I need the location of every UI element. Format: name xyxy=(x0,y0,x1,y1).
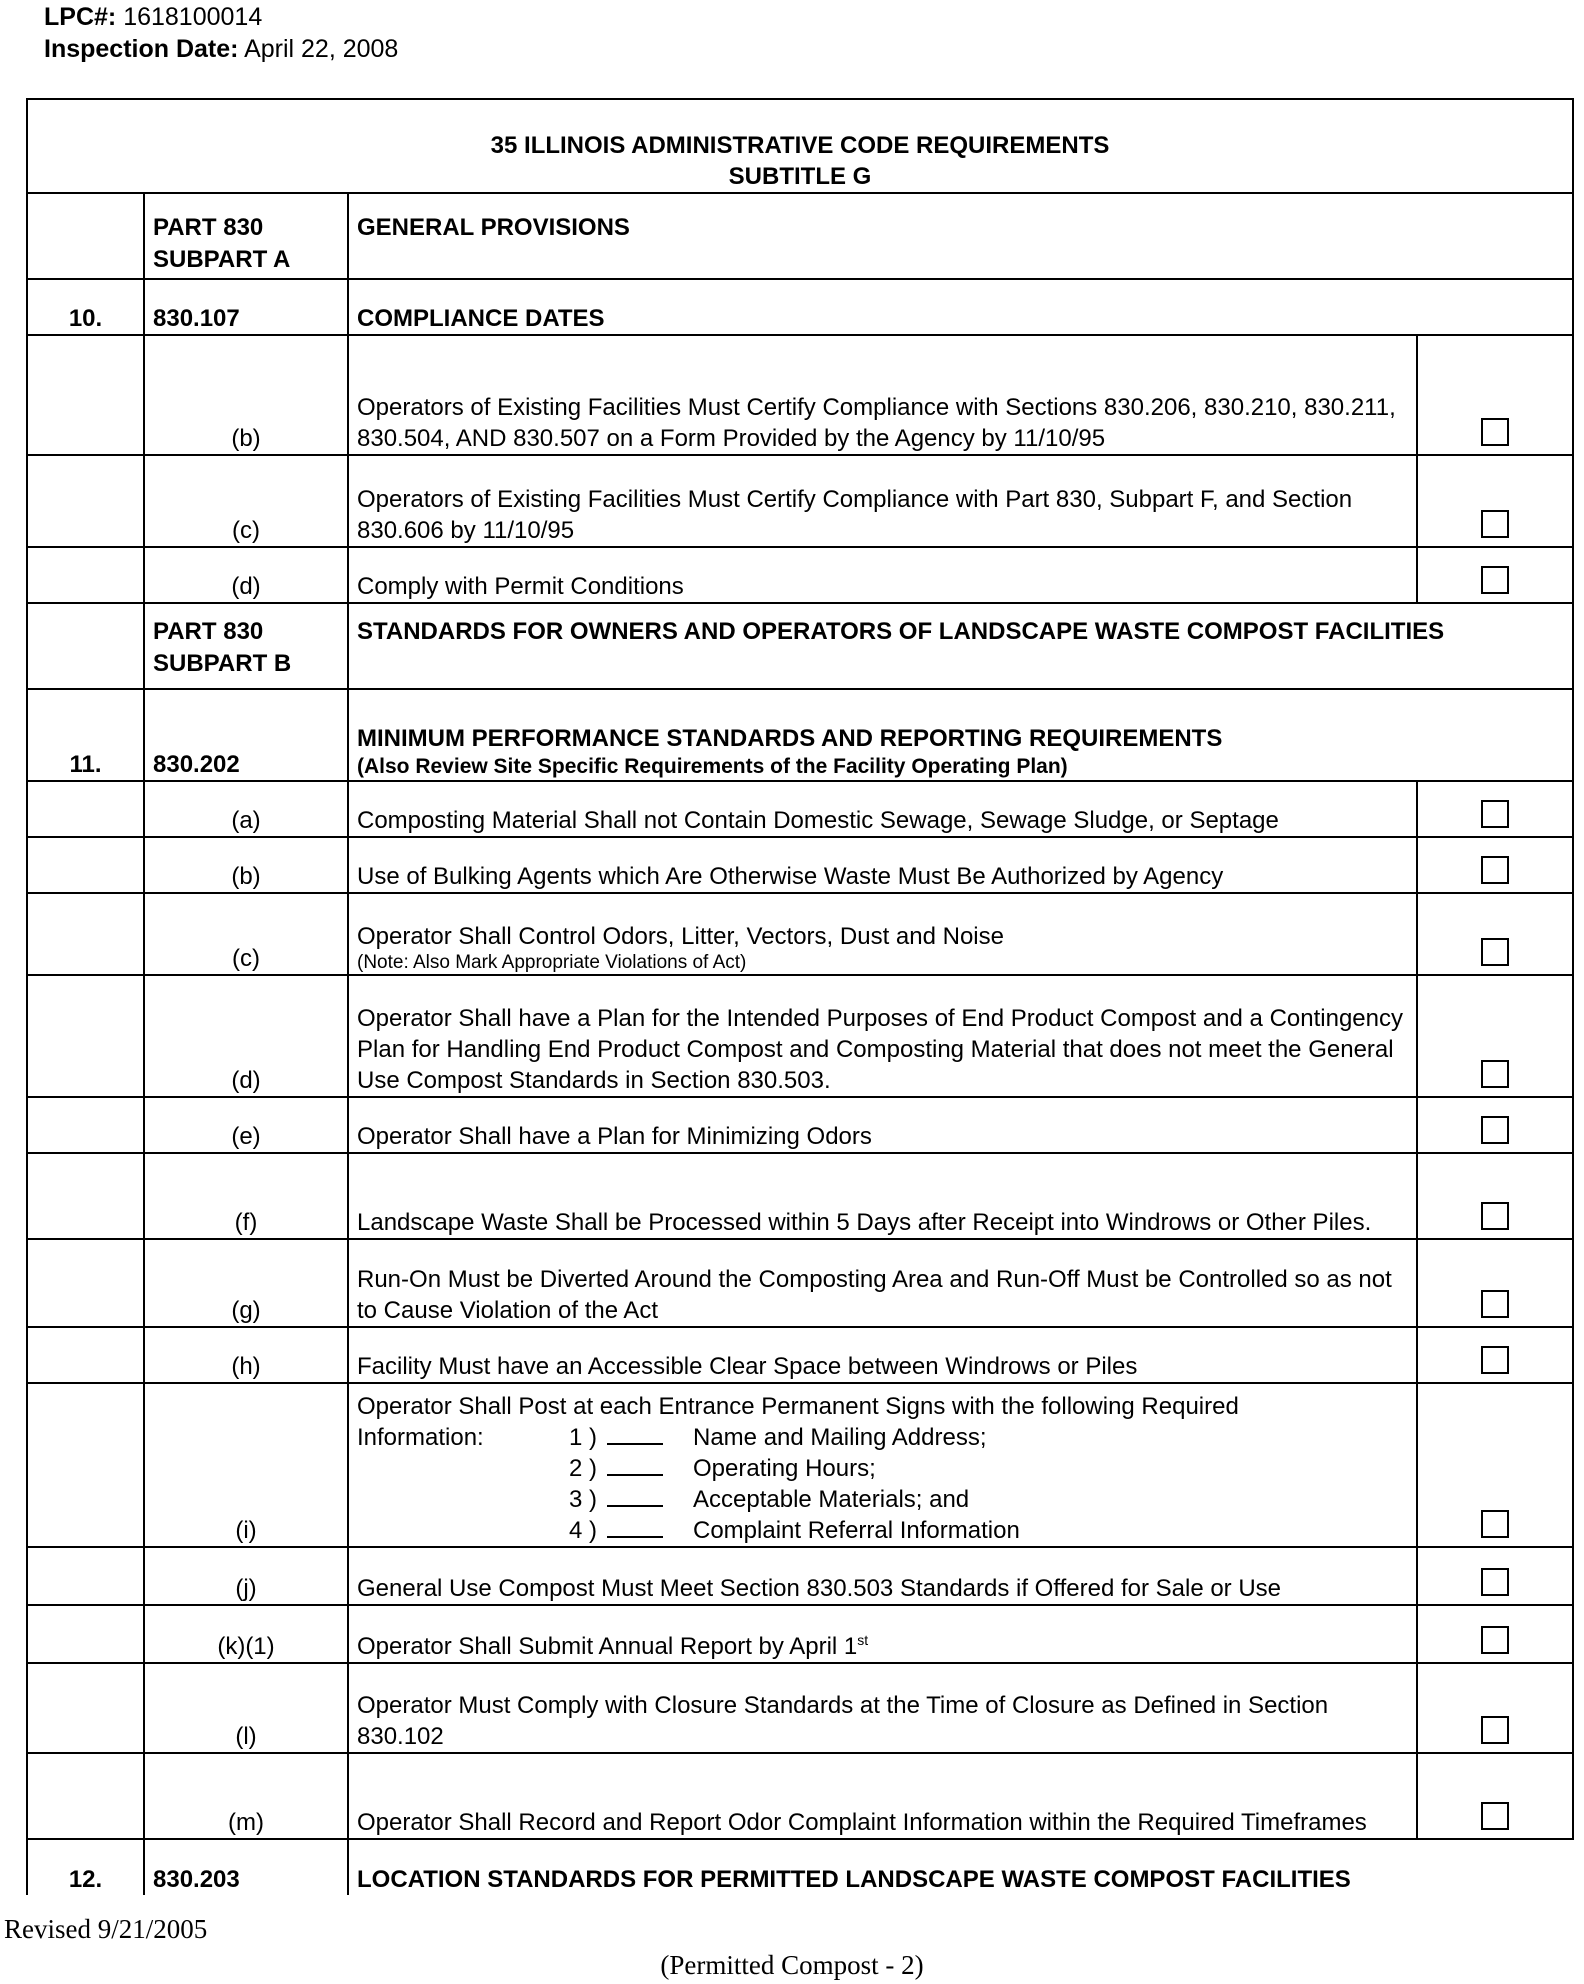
sign-blank[interactable] xyxy=(607,1485,663,1507)
item-label: (g) xyxy=(144,1239,348,1327)
item-label: (d) xyxy=(144,975,348,1097)
item-label: (f) xyxy=(144,1153,348,1239)
table-row xyxy=(27,1605,1573,1663)
form-title-line2: SUBTITLE G xyxy=(728,163,872,190)
sign-blank[interactable] xyxy=(607,1423,663,1445)
section-12-number: 12. xyxy=(27,1839,144,1895)
lpc-value: 1618100014 xyxy=(123,3,263,31)
item-label: (m) xyxy=(144,1753,348,1839)
title-row xyxy=(27,99,1573,193)
sign-blank[interactable] xyxy=(607,1516,663,1538)
part-a-subpart: SUBPART A xyxy=(153,246,291,273)
section-12-row xyxy=(27,1839,1573,1895)
compliance-checkbox[interactable] xyxy=(1481,856,1509,884)
sign-requirements xyxy=(357,1422,1408,1546)
sign-number: 2 ) xyxy=(568,1455,597,1482)
form-title-line1: 35 ILLINOIS ADMINISTRATIVE CODE REQUIREMENTS xyxy=(490,132,1110,159)
item-label: (b) xyxy=(144,837,348,893)
compliance-checkbox[interactable] xyxy=(1481,1060,1509,1088)
compliance-checkbox[interactable] xyxy=(1481,1626,1509,1654)
item-text: Run-On Must be Diverted Around the Composting Area and Run-Off Must be Controlled so as not to Cause Violation of the Act xyxy=(348,1239,1417,1327)
compliance-checkbox[interactable] xyxy=(1481,800,1509,828)
item-main-text: Operator Shall Submit Annual Report by April 1 xyxy=(357,1633,858,1660)
item-label: (d) xyxy=(144,547,348,603)
table-row xyxy=(27,975,1573,1097)
checkbox-cell xyxy=(1417,837,1573,893)
inspection-date xyxy=(44,34,398,64)
item-label: (e) xyxy=(144,1097,348,1153)
checkbox-cell xyxy=(1417,1327,1573,1383)
checkbox-cell xyxy=(1417,1239,1573,1327)
part-a-code xyxy=(144,193,348,279)
checkbox-cell xyxy=(1417,547,1573,603)
sign-text: Acceptable Materials; and xyxy=(693,1486,970,1513)
table-row xyxy=(27,547,1573,603)
table-row xyxy=(27,1663,1573,1753)
table-row xyxy=(27,335,1573,455)
item-text: General Use Compost Must Meet Section 830.503 Standards if Offered for Sale or Use xyxy=(348,1547,1417,1605)
item-label: (i) xyxy=(144,1383,348,1547)
table-row xyxy=(27,1153,1573,1239)
section-11-subheading: (Also Review Site Specific Requirements of the Facility Operating Plan) xyxy=(357,755,1068,778)
sign-text: Complaint Referral Information xyxy=(693,1517,1020,1544)
table-row xyxy=(27,837,1573,893)
compliance-checkbox[interactable] xyxy=(1481,566,1509,594)
sign-number: 3 ) xyxy=(568,1486,597,1513)
table-row xyxy=(27,1753,1573,1839)
superscript: st xyxy=(857,1632,869,1648)
table-row xyxy=(27,1547,1573,1605)
item-text: Composting Material Shall not Contain Domestic Sewage, Sewage Sludge, or Septage xyxy=(348,781,1417,837)
item-label: (k)(1) xyxy=(144,1605,348,1663)
table-row xyxy=(27,455,1573,547)
lpc-number xyxy=(44,2,262,32)
sign-text: Name and Mailing Address; xyxy=(693,1424,987,1451)
section-10-code: 830.107 xyxy=(144,279,348,335)
item-text: Operator Shall Record and Report Odor Complaint Information within the Required Timeframes xyxy=(348,1753,1417,1839)
form-title xyxy=(27,99,1573,193)
table-row xyxy=(27,781,1573,837)
item-text: Landscape Waste Shall be Processed within 5 Days after Receipt into Windrows or Other Piles. xyxy=(348,1153,1417,1239)
requirements-table xyxy=(26,98,1574,1895)
part-a-part: PART 830 xyxy=(153,214,264,241)
item-label: (c) xyxy=(144,893,348,975)
item-text: Comply with Permit Conditions xyxy=(348,547,1417,603)
item-text xyxy=(348,1605,1417,1663)
item-text: Use of Bulking Agents which Are Otherwise Waste Must Be Authorized by Agency xyxy=(348,837,1417,893)
checkbox-cell xyxy=(1417,1753,1573,1839)
part-b-part: PART 830 xyxy=(153,618,264,645)
info-label: Information: xyxy=(357,1424,484,1451)
section-12-code: 830.203 xyxy=(144,1839,348,1895)
item-text xyxy=(348,893,1417,975)
table-row xyxy=(27,893,1573,975)
section-11-title: MINIMUM PERFORMANCE STANDARDS AND REPORTING REQUIREMENTS xyxy=(357,725,1223,752)
inspection-date-value: April 22, 2008 xyxy=(244,35,399,63)
item-label: (l) xyxy=(144,1663,348,1753)
checkbox-cell xyxy=(1417,1547,1573,1605)
checkbox-cell xyxy=(1417,893,1573,975)
table-row xyxy=(27,1097,1573,1153)
item-text xyxy=(348,1383,1417,1547)
item-text: Operators of Existing Facilities Must Certify Compliance with Sections 830.206, 830.210, 830.211, 830.504, AND 830.507 on a Form Provided by the Agency by 11/10/95 xyxy=(348,335,1417,455)
section-10-row xyxy=(27,279,1573,335)
part-b-row xyxy=(27,603,1573,689)
compliance-checkbox[interactable] xyxy=(1481,418,1509,446)
item-text: Operator Shall have a Plan for the Intended Purposes of End Product Compost and a Contingency Plan for Handling End Product Compost and Composting Material that does not meet the General Use Compost Standards in Section 830.503. xyxy=(348,975,1417,1097)
part-a-heading: GENERAL PROVISIONS xyxy=(348,193,1573,279)
part-a-row xyxy=(27,193,1573,279)
revised-date: Revised 9/21/2005 xyxy=(4,1914,208,1944)
section-10-heading: COMPLIANCE DATES xyxy=(348,279,1573,335)
checkbox-cell xyxy=(1417,975,1573,1097)
item-main-text: Operator Shall Post at each Entrance Permanent Signs with the following Required xyxy=(357,1393,1239,1420)
part-b-heading: STANDARDS FOR OWNERS AND OPERATORS OF LANDSCAPE WASTE COMPOST FACILITIES xyxy=(348,603,1573,689)
checkbox-cell xyxy=(1417,455,1573,547)
item-label: (h) xyxy=(144,1327,348,1383)
item-main-text: Operator Shall Control Odors, Litter, Vectors, Dust and Noise xyxy=(357,923,1004,950)
compliance-checkbox[interactable] xyxy=(1481,510,1509,538)
section-10-number: 10. xyxy=(27,279,144,335)
section-12-heading: LOCATION STANDARDS FOR PERMITTED LANDSCAPE WASTE COMPOST FACILITIES xyxy=(348,1839,1573,1895)
compliance-checkbox[interactable] xyxy=(1481,1346,1509,1374)
checkbox-cell xyxy=(1417,1383,1573,1547)
sign-number: 4 ) xyxy=(568,1517,597,1544)
checkbox-cell xyxy=(1417,1153,1573,1239)
section-11-code: 830.202 xyxy=(144,689,348,781)
item-label: (b) xyxy=(144,335,348,455)
item-label: (c) xyxy=(144,455,348,547)
inspection-date-label: Inspection Date: xyxy=(44,35,239,63)
item-note: (Note: Also Mark Appropriate Violations of Act) xyxy=(357,952,747,973)
item-label: (j) xyxy=(144,1547,348,1605)
table-row xyxy=(27,1383,1573,1547)
lpc-label: LPC#: xyxy=(44,3,117,31)
part-b-code xyxy=(144,603,348,689)
sign-number: 1 ) xyxy=(568,1424,597,1451)
sign-blank[interactable] xyxy=(607,1454,663,1476)
section-11-heading xyxy=(348,689,1573,781)
item-text: Operator Must Comply with Closure Standards at the Time of Closure as Defined in Section 830.102 xyxy=(348,1663,1417,1753)
compliance-checkbox[interactable] xyxy=(1481,1290,1509,1318)
checkbox-cell xyxy=(1417,1097,1573,1153)
compliance-checkbox[interactable] xyxy=(1481,1116,1509,1144)
checkbox-cell xyxy=(1417,335,1573,455)
checkbox-cell xyxy=(1417,1605,1573,1663)
compliance-checkbox[interactable] xyxy=(1481,1202,1509,1230)
compliance-checkbox[interactable] xyxy=(1481,1510,1509,1538)
item-text: Facility Must have an Accessible Clear Space between Windrows or Piles xyxy=(348,1327,1417,1383)
checkbox-cell xyxy=(1417,1663,1573,1753)
page-label: (Permitted Compost - 2) xyxy=(660,1950,924,1980)
section-11-row xyxy=(27,689,1573,781)
part-b-subpart: SUBPART B xyxy=(153,650,292,677)
checkbox-cell xyxy=(1417,781,1573,837)
compliance-checkbox[interactable] xyxy=(1481,938,1509,966)
table-row xyxy=(27,1239,1573,1327)
sign-text: Operating Hours; xyxy=(693,1455,876,1482)
section-11-number: 11. xyxy=(27,689,144,781)
table-row xyxy=(27,1327,1573,1383)
item-text: Operators of Existing Facilities Must Certify Compliance with Part 830, Subpart F, and Section 830.606 by 11/10/95 xyxy=(348,455,1417,547)
item-label: (a) xyxy=(144,781,348,837)
compliance-checkbox[interactable] xyxy=(1481,1802,1509,1830)
item-text: Operator Shall have a Plan for Minimizing Odors xyxy=(348,1097,1417,1153)
compliance-checkbox[interactable] xyxy=(1481,1716,1509,1744)
compliance-checkbox[interactable] xyxy=(1481,1568,1509,1596)
